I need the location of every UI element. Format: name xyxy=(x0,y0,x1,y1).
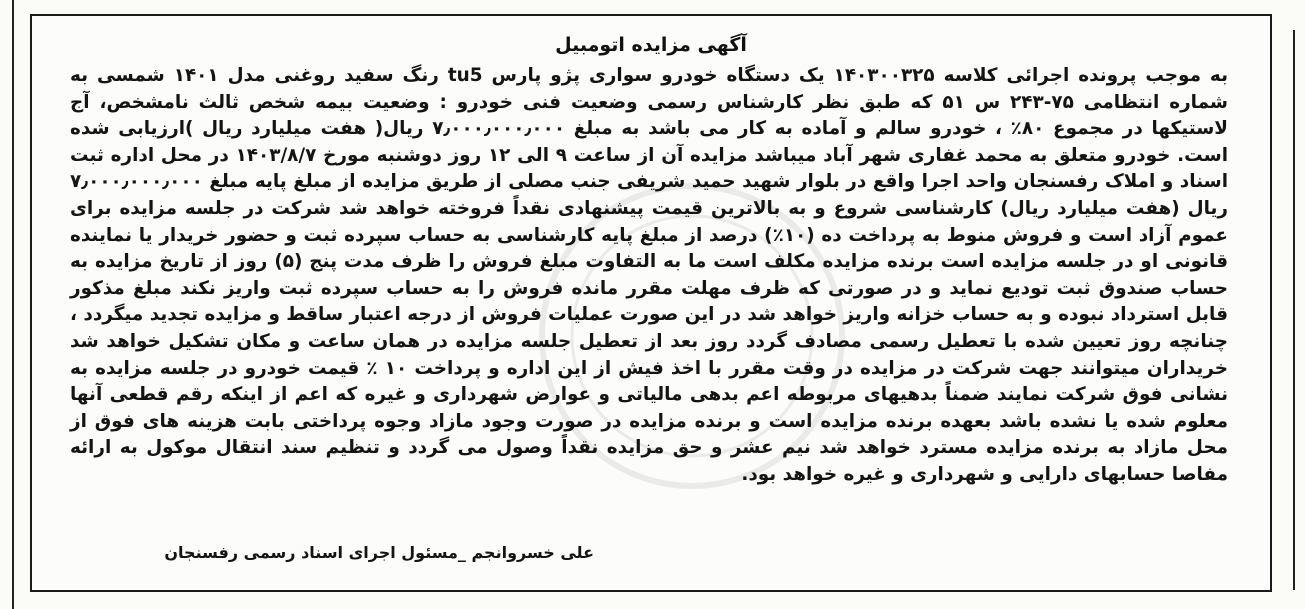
column-rule-left xyxy=(12,0,14,609)
notice-body: به موجب پرونده اجرائی کلاسه ۱۴۰۳۰۰۳۲۵ یک دستگاه خودرو سواری پژو پارس tu5 رنگ سفید روغنی مدل ۱۴۰۱ شمسی به شماره انتظامی ۷۵-۲۴۳ س ۵۱ که طبق نظر کارشناس رسمی وضعیت فنی خودرو : وضعیت بیمه شخص ثالث نامشخص، آج لاستیکها در مجموع ۸۰٪ ، خودرو سالم و آماده به کار می باشد به مبلغ ۷٫۰۰۰٫۰۰۰٫۰۰۰ ریال( هفت میلیارد ریال )ارزیابی شده است. خودرو متعلق به محمد غفاری شهر آباد میباشد مزایده آن از ساعت ۹ الی ۱۲ روز دوشنبه مورخ ۱۴۰۳/۸/۷ در محل اداره ثبت اسناد و املاک رفسنجان واحد اجرا واقع در بلوار شهید حمید شریفی جنب مصلی از طریق مزایده از مبلغ پایه مبلغ ۷٫۰۰۰٫۰۰۰٫۰۰۰ ریال (هفت میلیارد ریال) کارشناسی شروع و به بالاترین قیمت پیشنهادی نقداً فروخته خواهد شد شرکت در جلسه مزایده برای عموم آزاد است و فروش منوط به پرداخت ده (۱۰٪) درصد از مبلغ پایه کارشناسی به حساب سپرده ثبت و حضور خریدار یا نماینده قانونی او در جلسه مزایده است برنده مزایده مکلف است ما به التفاوت مبلغ فروش را ظرف مدت پنج (۵) روز از تاریخ مزایده به حساب صندوق ثبت تودیع نماید و در صورتی که ظرف مهلت مقرر مانده فروش را به حساب سپرده ثبت واریز نکند مبلغ مذکور قابل استرداد نبوده و به حساب خزانه واریز خواهد شد در این صورت عملیات فروش از درجه اعتبار ساقط و مزایده تجدید میگردد ، چنانچه روز تعیین شده با تعطیل رسمی مصادف گردد روز بعد از تعطیل جلسه مزایده در همان ساعت و مکان تشکیل خواهد شد خریداران میتوانند جهت شرکت در مزایده در وقت مقرر با اخذ فیش از این اداره و پرداخت ۱۰ ٪ قیمت خودرو در جلسه مزایده به نشانی فوق شرکت نمایند ضمناً بدهیهای مربوطه اعم بدهی مالیاتی و عوارض شهرداری و غیره که اعم از اینکه رقم قطعی آنها معلوم شده یا نشده باشد بعهده برنده مزایده است و برنده مزایده در صورت وجود مازاد وجوه پرداختی بابت هزینه های فوق از محل مازاد به برنده مزایده مسترد خواهد شد نیم عشر و حق مزایده نقداً وصول می گردد و تنظیم سند انتقال موکول به ارائه مفاصا حسابهای دارایی و شهرداری و غیره خواهد بود. xyxy=(70,65,1229,485)
notice-box xyxy=(30,14,1272,592)
column-rule-right xyxy=(1293,30,1295,590)
notice-signature: علی خسروانجم _مسئول اجرای اسناد رسمی رفسنجان xyxy=(164,543,594,562)
notice-title: آگهی مزایده اتومبیل xyxy=(555,34,747,56)
